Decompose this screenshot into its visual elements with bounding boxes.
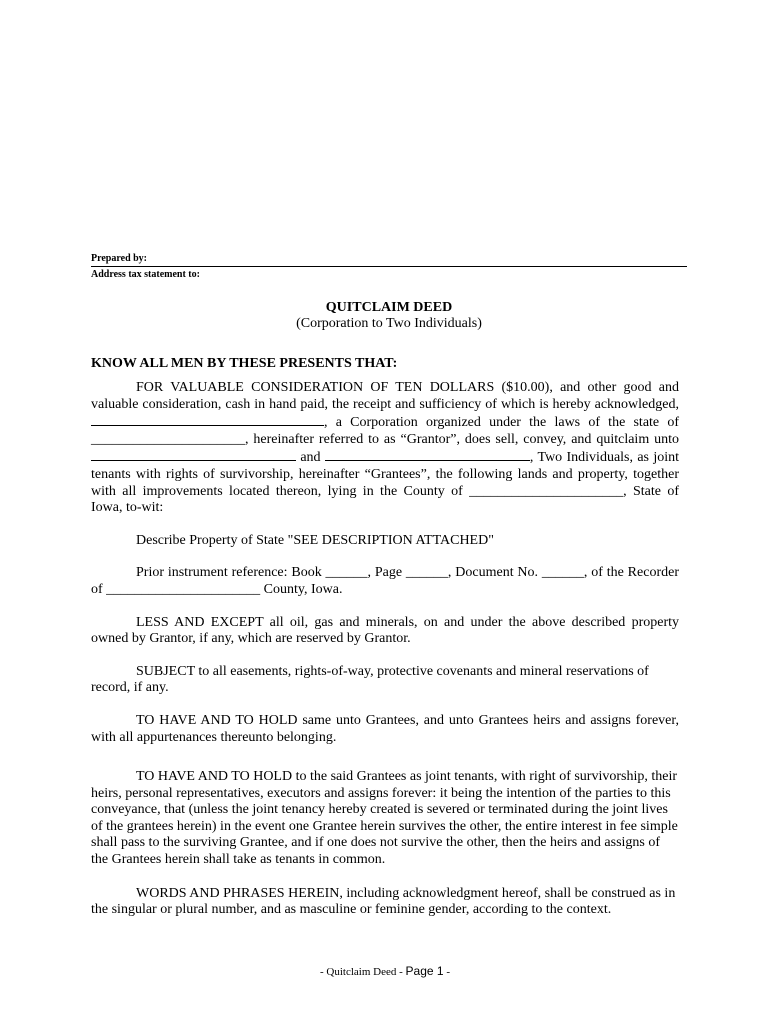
- consideration-text: FOR VALUABLE CONSIDERATION OF TEN DOLLARS ($10.00), and other good and valuable consideration, cash in hand paid, the receipt and sufficiency of which is hereby acknowledged,: [91, 380, 679, 412]
- prepared-by-label: Prepared by:: [91, 252, 687, 267]
- grantor-state-text: ______________________, hereinafter referred to as “Grantor”, does sell, convey, and quitclaim unto: [91, 431, 679, 447]
- prior-instrument-reference: Prior instrument reference: Book ______, Page ______, Document No. ______, of the Recorder of ______________________ County, Iowa.: [91, 565, 679, 597]
- less-and-except-paragraph: LESS AND EXCEPT all oil, gas and minerals, on and under the above described property owned by Grantor, if any, which are reserved by Grantor.: [91, 614, 679, 647]
- deed-body: [91, 380, 679, 919]
- consideration-paragraph: [91, 380, 679, 517]
- corporation-text: , a Corporation organized under the laws of the state of: [324, 415, 679, 431]
- and-text: and: [300, 450, 321, 466]
- know-all-men-heading: KNOW ALL MEN BY THESE PRESENTS THAT:: [91, 356, 398, 371]
- property-description: Describe Property of State "SEE DESCRIPTION ATTACHED": [136, 532, 494, 548]
- footer-suffix: -: [443, 966, 450, 978]
- preparer-block: [91, 252, 687, 282]
- grantor-name-blank: [91, 413, 324, 426]
- footer-label: - Quitclaim Deed -: [320, 966, 406, 978]
- joint-tenants-text: , Two Individuals, as joint tenants with rights of survivorship, hereinafter “Grantees”, the following lands and property, together with all improvements located thereon, lying in the County of ______________________, State of Iowa, to-wit:: [91, 450, 680, 516]
- subject-to-paragraph: SUBJECT to all easements, rights-of-way, protective covenants and mineral reservations of record, if any.: [91, 663, 649, 696]
- deed-subtitle: (Corporation to Two Individuals): [296, 316, 482, 331]
- grantee-one-blank: [91, 448, 296, 461]
- grantee-two-blank: [325, 448, 530, 461]
- page-footer: [0, 964, 770, 978]
- habendum-paragraph: TO HAVE AND TO HOLD same unto Grantees, and unto Grantees heirs and assigns forever, with all appurtenances thereunto belonging.: [91, 712, 679, 745]
- footer-page-number: Page 1: [405, 964, 444, 978]
- deed-title: QUITCLAIM DEED: [325, 300, 453, 315]
- joint-tenancy-paragraph: TO HAVE AND TO HOLD to the said Grantees as joint tenants, with right of survivorship, their heirs, personal representatives, executors and assigns forever: it being the intention of the parties to this conveyance, that (unless the joint tenancy hereby created is severed or terminated during the joint lives of the grantees herein) in the event one Grantee herein survives the other, the entire interest in fee simple shall pass to the surviving Grantee, and if one does not survive the other, then the heirs and assigns of the Grantees herein shall take as tenants in common.: [91, 769, 678, 868]
- words-and-phrases-paragraph: WORDS AND PHRASES HEREIN, including acknowledgment hereof, shall be construed as in the singular or plural number, and as masculine or feminine gender, according to the context.: [91, 885, 676, 918]
- address-tax-statement-label: Address tax statement to:: [91, 269, 200, 280]
